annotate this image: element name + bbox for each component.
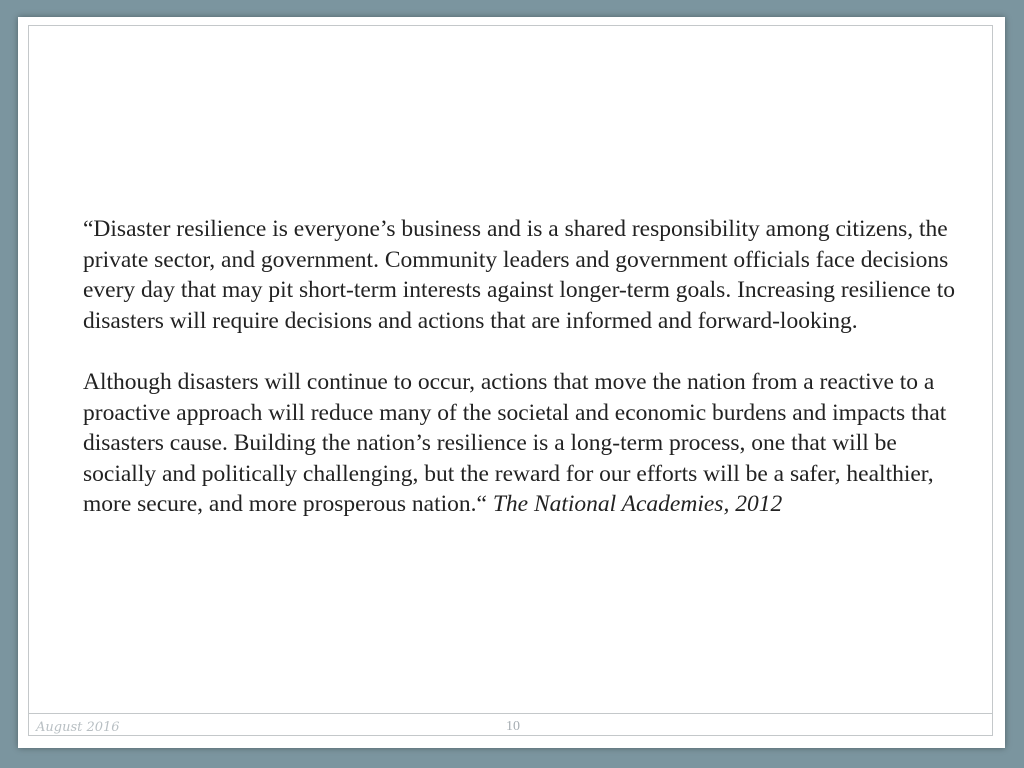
quote-paragraph-2 [83, 367, 968, 520]
quote-paragraph-1: “Disaster resilience is everyone’s business and is a shared responsibility among citizens, the private sector, and government. Community leaders and government officials face decisions every day that may pit short-term interests against longer-term goals. Increasing resilience to disasters will require decisions and actions that are informed and forward-looking. [83, 216, 956, 334]
quote-block [83, 214, 968, 520]
quote-attribution: The National Academies, 2012 [492, 491, 783, 518]
quote-paragraph-2-text: Although disasters will continue to occur, actions that move the nation from a reactive to a proactive approach will reduce many of the societal and economic burdens and impacts that disasters cause. Building the nation’s resilience is a long-term process, one that will be socially and politically challenging, but the reward for our efforts will be a safer, healthier, more secure, and more prosperous nation.“ [83, 368, 947, 518]
slide [18, 17, 1005, 748]
footer-date: August 2016 [36, 720, 120, 735]
footer-divider [28, 713, 993, 714]
page-number: 10 [506, 719, 520, 734]
